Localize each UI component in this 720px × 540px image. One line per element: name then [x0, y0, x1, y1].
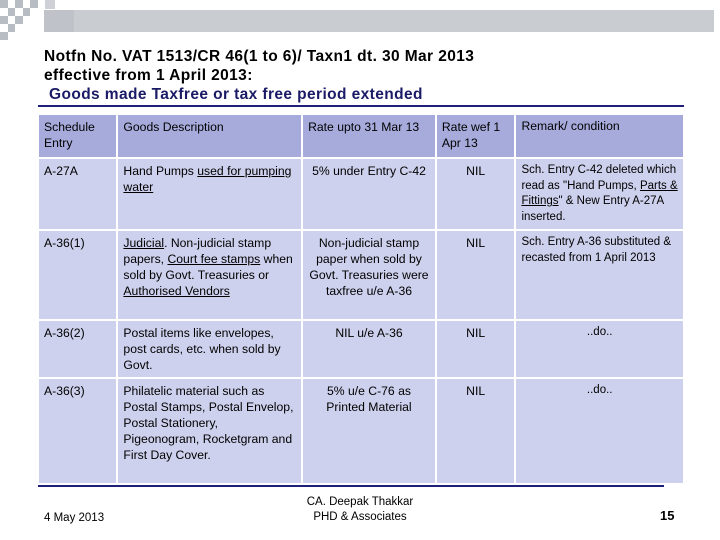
decorative-square-pattern: [0, 0, 720, 50]
remark-underlined: Parts & Fittings: [521, 179, 678, 207]
header-rate-wef: Rate wef 1 Apr 13: [437, 115, 515, 157]
cell-rate-upto: 5% u/e C-76 as Printed Material: [303, 379, 435, 483]
desc-underlined: Judicial: [123, 236, 165, 250]
remark-part: Sch. Entry C-42 deleted which read as "Hand Pumps,: [521, 164, 677, 192]
cell-schedule: A-27A: [39, 159, 116, 229]
goods-table: [37, 113, 685, 485]
title-line-3: Goods made Taxfree or tax free period extended: [49, 86, 423, 103]
cell-schedule: A-36(2): [39, 321, 116, 377]
desc-part: Hand Pumps: [123, 164, 198, 178]
desc-underlined: used for pumping water: [123, 164, 292, 194]
table-header-row: [39, 115, 683, 157]
cell-rate-wef: NIL: [437, 159, 515, 229]
cell-rate-wef: NIL: [437, 321, 515, 377]
header-rate-upto: Rate upto 31 Mar 13: [303, 115, 435, 157]
cell-remark: ..do..: [516, 379, 683, 483]
footer-author: [290, 495, 430, 525]
cell-description: [118, 159, 301, 229]
cell-description: Postal items like envelopes, post cards, etc. when sold by Govt.: [118, 321, 301, 377]
table-row: [39, 231, 683, 319]
page-number: 15: [660, 508, 675, 523]
cell-schedule: A-36(1): [39, 231, 116, 319]
footer-divider: [38, 485, 664, 487]
footer-date: 4 May 2013: [44, 512, 105, 524]
title-divider: [38, 105, 684, 107]
cell-remark: ..do..: [516, 321, 683, 377]
cell-rate-upto: Non-judicial stamp paper when sold by Govt. Treasuries were taxfree u/e A-36: [303, 231, 435, 319]
title-line-2: effective from 1 April 2013:: [44, 67, 253, 84]
slide-title: [44, 47, 684, 104]
cell-description: [118, 231, 301, 319]
cell-remark: Sch. Entry A-36 substituted & recasted from 1 April 2013: [516, 231, 683, 319]
cell-rate-wef: NIL: [437, 231, 515, 319]
header-remark: Remark/ condition: [516, 115, 683, 157]
author-name: CA. Deepak Thakkar: [306, 496, 414, 508]
author-firm: PHD & Associates: [313, 511, 407, 523]
desc-part: . Non-judicial stamp papers,: [123, 236, 272, 266]
desc-underlined: Authorised Vendors: [123, 284, 230, 298]
cell-schedule: A-36(3): [39, 379, 116, 483]
desc-underlined: Court fee stamps: [167, 252, 261, 266]
remark-part: " & New Entry A-27A inserted.: [521, 195, 664, 223]
title-line-1: Notfn No. VAT 1513/CR 46(1 to 6)/ Taxn1 dt. 30 Mar 2013: [44, 48, 475, 65]
cell-rate-upto: NIL u/e A-36: [303, 321, 435, 377]
cell-description: Philatelic material such as Postal Stamps, Postal Envelop, Postal Stationery, Pigeonogram, Rocketgram and First Day Cover.: [118, 379, 301, 483]
table-row: [39, 321, 683, 377]
cell-remark: [516, 159, 683, 229]
desc-part: when sold by Govt. Treasuries or: [123, 252, 293, 282]
cell-rate-upto: 5% under Entry C-42: [303, 159, 435, 229]
table-row: [39, 379, 683, 483]
table-row: [39, 159, 683, 229]
header-schedule: Schedule Entry: [39, 115, 116, 157]
cell-rate-wef: NIL: [437, 379, 515, 483]
header-description: Goods Description: [118, 115, 301, 157]
